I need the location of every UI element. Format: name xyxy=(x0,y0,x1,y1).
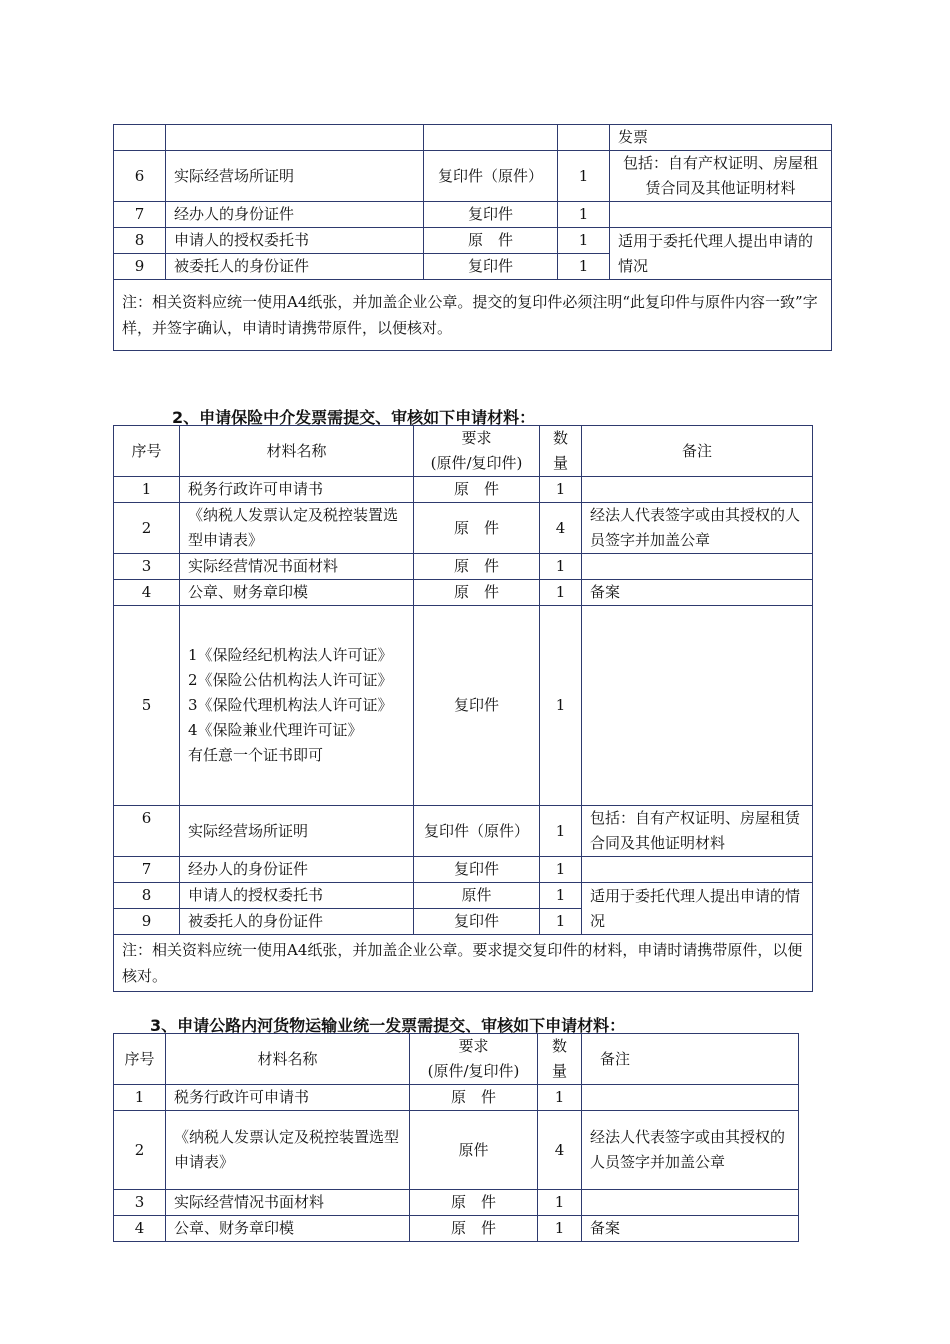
quantity: 1 xyxy=(538,1190,582,1216)
material-name: 《纳税人发票认定及税控装置选型申请表》 xyxy=(166,1111,410,1190)
remark xyxy=(582,554,813,580)
header-remark: 备注 xyxy=(582,426,813,477)
quantity: 4 xyxy=(538,1111,582,1190)
remark xyxy=(582,1190,799,1216)
quantity: 1 xyxy=(540,477,582,503)
row-number: 5 xyxy=(114,606,180,806)
row-number: 6 xyxy=(114,806,180,857)
row-number: 2 xyxy=(114,1111,166,1190)
requirement: 复印件 xyxy=(424,254,558,280)
section-2-heading: 2、申请保险中介发票需提交、审核如下申请材料： xyxy=(172,408,536,427)
table-row xyxy=(114,580,813,606)
requirement: 原 件 xyxy=(410,1216,538,1242)
row-number: 6 xyxy=(114,151,166,202)
row-number: 2 xyxy=(114,503,180,554)
requirement: 复印件 xyxy=(424,202,558,228)
material-name: 实际经营场所证明 xyxy=(180,806,414,857)
remark xyxy=(582,1085,799,1111)
header-quantity: 数 量 xyxy=(538,1034,582,1085)
quantity: 1 xyxy=(540,806,582,857)
quantity: 4 xyxy=(540,503,582,554)
remark: 备案 xyxy=(582,1216,799,1242)
row-number: 3 xyxy=(114,1190,166,1216)
table-1 xyxy=(113,124,832,351)
table-2 xyxy=(113,425,813,992)
material-name: 税务行政许可申请书 xyxy=(180,477,414,503)
table-row xyxy=(114,477,813,503)
quantity: 1 xyxy=(558,151,610,202)
table-header-row xyxy=(114,1034,799,1085)
material-name: 税务行政许可申请书 xyxy=(166,1085,410,1111)
row-number: 8 xyxy=(114,228,166,254)
requirement: 复印件 xyxy=(414,909,540,935)
table-row xyxy=(114,125,832,151)
table-row xyxy=(114,857,813,883)
header-quantity: 数 量 xyxy=(540,426,582,477)
remark: 适用于委托代理人提出申请的情况 xyxy=(610,228,832,280)
material-name xyxy=(166,125,424,151)
requirement: 复印件（原件） xyxy=(424,151,558,202)
quantity: 1 xyxy=(558,254,610,280)
remark: 经法人代表签字或由其授权的人员签字并加盖公章 xyxy=(582,1111,799,1190)
requirement: 原 件 xyxy=(414,554,540,580)
material-name: 《纳税人发票认定及税控装置选型申请表》 xyxy=(180,503,414,554)
requirement xyxy=(424,125,558,151)
requirement: 原件 xyxy=(414,883,540,909)
table-row xyxy=(114,606,813,806)
remark: 备案 xyxy=(582,580,813,606)
row-number xyxy=(114,125,166,151)
table-footnote-row xyxy=(114,935,813,992)
remark xyxy=(582,857,813,883)
requirement: 原 件 xyxy=(414,477,540,503)
requirement: 复印件（原件） xyxy=(414,806,540,857)
quantity: 1 xyxy=(540,857,582,883)
row-number: 3 xyxy=(114,554,180,580)
header-number: 序号 xyxy=(114,1034,166,1085)
header-remark: 备注 xyxy=(582,1034,799,1085)
section-3-heading: 3、申请公路内河货物运输业统一发票需提交、审核如下申请材料： xyxy=(150,1016,626,1035)
table-row xyxy=(114,883,813,909)
material-name: 实际经营情况书面材料 xyxy=(166,1190,410,1216)
requirement: 原 件 xyxy=(414,503,540,554)
requirement: 复印件 xyxy=(414,606,540,806)
row-number: 4 xyxy=(114,1216,166,1242)
remark xyxy=(610,202,832,228)
quantity xyxy=(558,125,610,151)
quantity: 1 xyxy=(540,606,582,806)
header-material-name: 材料名称 xyxy=(166,1034,410,1085)
row-number: 7 xyxy=(114,202,166,228)
remark: 经法人代表签字或由其授权的人员签字并加盖公章 xyxy=(582,503,813,554)
quantity: 1 xyxy=(538,1216,582,1242)
requirement: 原 件 xyxy=(410,1190,538,1216)
requirement: 原件 xyxy=(410,1111,538,1190)
quantity: 1 xyxy=(540,883,582,909)
requirement: 原 件 xyxy=(410,1085,538,1111)
material-name: 经办人的身份证件 xyxy=(180,857,414,883)
table-row xyxy=(114,1085,799,1111)
material-name: 申请人的授权委托书 xyxy=(166,228,424,254)
material-name: 实际经营情况书面材料 xyxy=(180,554,414,580)
remark xyxy=(582,477,813,503)
quantity: 1 xyxy=(540,580,582,606)
table-row xyxy=(114,202,832,228)
remark: 发票 xyxy=(610,125,832,151)
row-number: 9 xyxy=(114,254,166,280)
row-number: 8 xyxy=(114,883,180,909)
quantity: 1 xyxy=(540,554,582,580)
material-name: 1《保险经纪机构法人许可证》 2《保险公估机构法人许可证》 3《保险代理机构法人许可证》 4《保险兼业代理许可证》 有任意一个证书即可 xyxy=(180,606,414,806)
quantity: 1 xyxy=(540,909,582,935)
table-row xyxy=(114,1216,799,1242)
footnote: 注：相关资料应统一使用A4纸张，并加盖企业公章。要求提交复印件的材料，申请时请携带原件，以便核对。 xyxy=(114,935,813,992)
quantity: 1 xyxy=(558,228,610,254)
header-material-name: 材料名称 xyxy=(180,426,414,477)
table-footnote-row xyxy=(114,280,832,351)
table-row xyxy=(114,151,832,202)
material-name: 被委托人的身份证件 xyxy=(180,909,414,935)
row-number: 7 xyxy=(114,857,180,883)
material-name: 实际经营场所证明 xyxy=(166,151,424,202)
material-name: 被委托人的身份证件 xyxy=(166,254,424,280)
remark: 包括：自有产权证明、房屋租赁合同及其他证明材料 xyxy=(610,151,832,202)
remark: 包括：自有产权证明、房屋租赁合同及其他证明材料 xyxy=(582,806,813,857)
requirement: 原 件 xyxy=(414,580,540,606)
material-name: 公章、财务章印模 xyxy=(180,580,414,606)
material-name: 申请人的授权委托书 xyxy=(180,883,414,909)
table-header-row xyxy=(114,426,813,477)
row-number: 1 xyxy=(114,477,180,503)
table-row xyxy=(114,228,832,254)
table-3 xyxy=(113,1033,799,1242)
row-number: 1 xyxy=(114,1085,166,1111)
requirement: 复印件 xyxy=(414,857,540,883)
table-row xyxy=(114,1111,799,1190)
table-row xyxy=(114,503,813,554)
table-row xyxy=(114,554,813,580)
material-name: 经办人的身份证件 xyxy=(166,202,424,228)
remark xyxy=(582,606,813,806)
requirement: 原 件 xyxy=(424,228,558,254)
table-row xyxy=(114,806,813,857)
quantity: 1 xyxy=(538,1085,582,1111)
material-name: 公章、财务章印模 xyxy=(166,1216,410,1242)
header-requirement: 要求 (原件/复印件) xyxy=(414,426,540,477)
remark: 适用于委托代理人提出申请的情况 xyxy=(582,883,813,935)
table-row xyxy=(114,1190,799,1216)
row-number: 4 xyxy=(114,580,180,606)
quantity: 1 xyxy=(558,202,610,228)
header-number: 序号 xyxy=(114,426,180,477)
footnote: 注：相关资料应统一使用A4纸张，并加盖企业公章。提交的复印件必须注明“此复印件与原件内容一致”字样，并签字确认，申请时请携带原件，以便核对。 xyxy=(114,280,832,351)
row-number: 9 xyxy=(114,909,180,935)
header-requirement: 要求 (原件/复印件) xyxy=(410,1034,538,1085)
